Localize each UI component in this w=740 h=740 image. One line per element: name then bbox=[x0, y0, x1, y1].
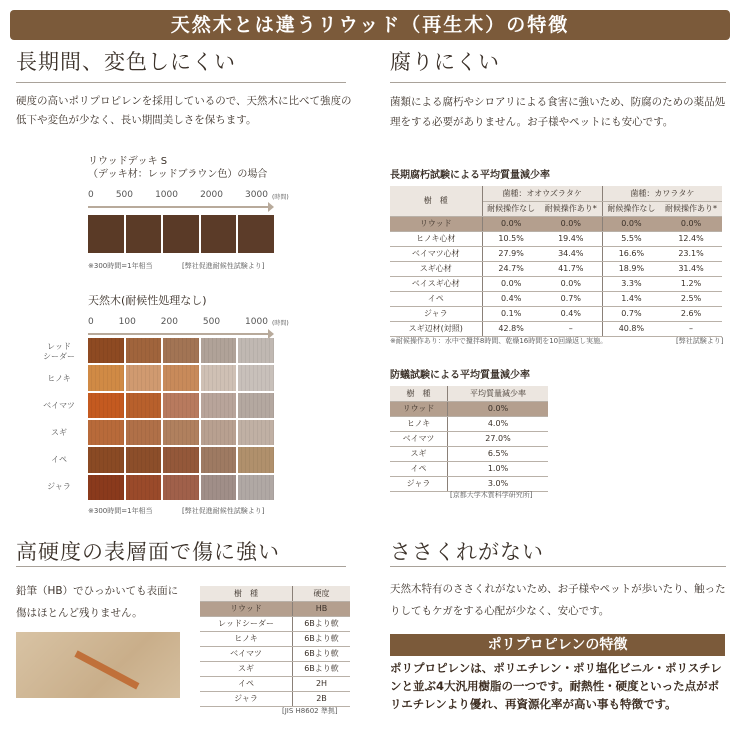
table-row bbox=[200, 661, 350, 676]
value-cell: HB bbox=[292, 601, 350, 616]
value-cell: 6Bより軟 bbox=[292, 646, 350, 661]
table-row bbox=[200, 646, 350, 661]
wood-swatch bbox=[88, 447, 124, 472]
value-cell: 41.7% bbox=[540, 261, 603, 276]
species-label: イペ bbox=[51, 454, 67, 464]
value-cell: 3.0% bbox=[448, 476, 548, 491]
time-arrow bbox=[88, 206, 270, 208]
value-cell: 2.6% bbox=[660, 306, 722, 321]
value-cell: 1.4% bbox=[602, 291, 660, 306]
tick-label: 0 bbox=[88, 317, 94, 327]
wood-swatch bbox=[238, 420, 274, 445]
sub-header: 耐候操作あり* bbox=[540, 201, 603, 216]
note-source: [弊社促進耐候性試験より] bbox=[182, 507, 265, 515]
value-cell: – bbox=[540, 321, 603, 336]
species-cell: ジャラ bbox=[200, 691, 292, 706]
value-cell: 0.0% bbox=[482, 216, 540, 231]
species-cell: スギ心材 bbox=[390, 261, 482, 276]
unit-label: (時間) bbox=[272, 194, 289, 201]
species-cell: ヒノキ bbox=[390, 416, 448, 431]
value-cell: 4.0% bbox=[448, 416, 548, 431]
deck-title bbox=[88, 155, 267, 181]
species-label: スギ bbox=[51, 427, 67, 437]
value-cell: 0.4% bbox=[482, 291, 540, 306]
value-cell: 5.5% bbox=[602, 231, 660, 246]
value-cell: 1.0% bbox=[448, 461, 548, 476]
value-cell: 0.7% bbox=[602, 306, 660, 321]
value-cell: 0.0% bbox=[660, 216, 722, 231]
wood-swatch bbox=[238, 393, 274, 418]
wood-swatch bbox=[88, 420, 124, 445]
wood-swatch bbox=[201, 475, 237, 500]
decay-source: [弊社試験より] bbox=[676, 337, 724, 345]
color-swatch bbox=[238, 215, 274, 253]
natural-title: 天然木(耐候性処理なし) bbox=[88, 294, 207, 307]
value-cell: 34.4% bbox=[540, 246, 603, 261]
termite-table bbox=[390, 386, 548, 492]
value-cell: 42.8% bbox=[482, 321, 540, 336]
col-species: 樹 種 bbox=[200, 586, 292, 601]
value-cell: 23.1% bbox=[660, 246, 722, 261]
value-cell: 0.4% bbox=[540, 306, 603, 321]
wood-swatch bbox=[238, 447, 274, 472]
color-swatch bbox=[126, 215, 162, 253]
hard-heading: 高硬度の表層面で傷に強い bbox=[16, 540, 280, 564]
rot-body: 菌類による腐朽やシロアリによる食害に強いため、防腐のための薬品処理をする必要がありません。お子様やペットにも安心です。 bbox=[390, 96, 726, 128]
value-cell: 1.2% bbox=[660, 276, 722, 291]
deck-time-axis bbox=[88, 190, 268, 200]
col-species: 樹 種 bbox=[390, 186, 482, 216]
species-cell: ベイスギ心材 bbox=[390, 276, 482, 291]
tick-label: 200 bbox=[160, 317, 178, 327]
species-cell: スギ bbox=[200, 661, 292, 676]
wood-swatch bbox=[201, 447, 237, 472]
sub-header: 耐候操作あり* bbox=[660, 201, 722, 216]
table-row bbox=[390, 261, 722, 276]
value-cell: 0.7% bbox=[540, 291, 603, 306]
value-cell: 2.5% bbox=[660, 291, 722, 306]
wood-swatch bbox=[88, 338, 124, 363]
wood-swatch bbox=[126, 338, 162, 363]
value-cell: 2B bbox=[292, 691, 350, 706]
deck-title-line1: リウッドデッキ S bbox=[88, 156, 168, 167]
natural-time-axis bbox=[88, 317, 268, 327]
table-row bbox=[390, 476, 548, 491]
value-cell: 31.4% bbox=[660, 261, 722, 276]
tick-label: 2000 bbox=[200, 190, 223, 200]
value-cell: 27.0% bbox=[448, 431, 548, 446]
splinter-body: 天然木特有のささくれがないため、お子様やペットが歩いたり、触ったりしてもケガをする心配が少なく、安心です。 bbox=[390, 583, 726, 617]
table-row bbox=[390, 306, 722, 321]
wood-swatch bbox=[163, 475, 199, 500]
species-cell: リウッド bbox=[390, 216, 482, 231]
table-row bbox=[390, 416, 548, 431]
wood-swatch bbox=[126, 475, 162, 500]
wood-swatch bbox=[201, 420, 237, 445]
species-cell: ベイマツ bbox=[390, 431, 448, 446]
tick-label: 1000 bbox=[245, 317, 268, 327]
value-cell: 2H bbox=[292, 676, 350, 691]
species-cell: リウッド bbox=[200, 601, 292, 616]
pencil-image bbox=[16, 632, 180, 698]
splinter-heading: ささくれがない bbox=[390, 540, 544, 564]
termite-source: [京都大学木質科学研究所] bbox=[450, 491, 533, 499]
pp-title: ポリプロピレンの特徴 bbox=[390, 634, 725, 656]
table-row bbox=[390, 431, 548, 446]
value-cell: 6Bより軟 bbox=[292, 661, 350, 676]
fade-body: 硬度の高いポリプロピレンを採用しているので、天然木に比べて強度の低下や変色が少なく、長い期間美しさを保ちます。 bbox=[16, 95, 352, 126]
note-hours: ※300時間=1年相当 bbox=[88, 507, 153, 515]
species-label: ジャラ bbox=[47, 481, 71, 491]
species-cell: イペ bbox=[390, 291, 482, 306]
wood-swatch bbox=[126, 393, 162, 418]
species-label: レッド シーダー bbox=[43, 341, 75, 361]
color-swatch bbox=[163, 215, 199, 253]
value-cell: 10.5% bbox=[482, 231, 540, 246]
col-loss: 平均質量減少率 bbox=[448, 386, 548, 401]
hardness-table bbox=[200, 586, 350, 707]
divider bbox=[390, 82, 726, 83]
col-hardness: 硬度 bbox=[292, 586, 350, 601]
tick-label: 1000 bbox=[155, 190, 178, 200]
value-cell: 6Bより軟 bbox=[292, 631, 350, 646]
table-row bbox=[390, 231, 722, 246]
wood-swatch bbox=[201, 365, 237, 390]
wood-swatch bbox=[88, 365, 124, 390]
value-cell: 6.5% bbox=[448, 446, 548, 461]
table-row bbox=[390, 401, 548, 416]
wood-swatch bbox=[163, 393, 199, 418]
wood-swatch bbox=[163, 338, 199, 363]
wood-swatch bbox=[88, 475, 124, 500]
species-cell: スギ辺材(対照) bbox=[390, 321, 482, 336]
termite-table-title: 防蟻試験による平均質量減少率 bbox=[390, 370, 530, 381]
species-labels bbox=[34, 338, 84, 500]
pencil-icon bbox=[74, 650, 139, 689]
table-row bbox=[390, 246, 722, 261]
fade-heading: 長期間、変色しにくい bbox=[16, 50, 236, 74]
value-cell: 27.9% bbox=[482, 246, 540, 261]
value-cell: 3.3% bbox=[602, 276, 660, 291]
wood-swatch bbox=[163, 365, 199, 390]
tick-label: 500 bbox=[202, 317, 221, 327]
species-cell: ベイマツ心材 bbox=[390, 246, 482, 261]
decay-table-title: 長期腐朽試験による平均質量減少率 bbox=[390, 170, 550, 181]
table-row bbox=[200, 631, 350, 646]
group-header: 菌種：オオウズラタケ bbox=[482, 186, 602, 201]
decay-footnote: ※耐候操作あり：水中で攪拌8時間、乾燥16時間を10回繰返し実施。 bbox=[390, 337, 608, 345]
table-row bbox=[390, 216, 722, 231]
tick-label: 500 bbox=[115, 190, 133, 200]
value-cell: 18.9% bbox=[602, 261, 660, 276]
color-swatch bbox=[201, 215, 237, 253]
wood-swatch bbox=[238, 475, 274, 500]
group-header: 菌種：カワラタケ bbox=[602, 186, 722, 201]
wood-swatch bbox=[238, 338, 274, 363]
table-row bbox=[200, 676, 350, 691]
unit-label: (時間) bbox=[272, 320, 289, 327]
species-cell: ジャラ bbox=[390, 476, 448, 491]
table-row bbox=[390, 276, 722, 291]
species-cell: ヒノキ心材 bbox=[390, 231, 482, 246]
species-cell: リウッド bbox=[390, 401, 448, 416]
decay-table bbox=[390, 186, 722, 337]
wood-swatch bbox=[126, 365, 162, 390]
banner: 天然木とは違うリウッド（再生木）の特徴 bbox=[10, 10, 730, 40]
table-row bbox=[200, 616, 350, 631]
species-cell: ジャラ bbox=[390, 306, 482, 321]
value-cell: 0.0% bbox=[602, 216, 660, 231]
col-species: 樹 種 bbox=[390, 386, 448, 401]
species-cell: イペ bbox=[200, 676, 292, 691]
divider bbox=[390, 566, 726, 567]
tick-label: 3000 bbox=[245, 190, 268, 200]
species-cell: イペ bbox=[390, 461, 448, 476]
value-cell: 40.8% bbox=[602, 321, 660, 336]
species-cell: ヒノキ bbox=[200, 631, 292, 646]
wood-swatch bbox=[126, 420, 162, 445]
value-cell: 19.4% bbox=[540, 231, 603, 246]
table-row bbox=[200, 691, 350, 706]
species-cell: ベイマツ bbox=[200, 646, 292, 661]
value-cell: 16.6% bbox=[602, 246, 660, 261]
wood-swatch bbox=[201, 393, 237, 418]
wood-swatch bbox=[126, 447, 162, 472]
note-hours: ※300時間=1年相当 bbox=[88, 262, 153, 270]
tick-label: 0 bbox=[88, 190, 94, 200]
note-source: [弊社促進耐候性試験より] bbox=[182, 262, 265, 270]
species-label: ベイマツ bbox=[43, 400, 75, 410]
hard-body: 鉛筆（HB）でひっかいても表面に傷はほとんど残りません。 bbox=[16, 585, 179, 619]
species-cell: レッドシーダー bbox=[200, 616, 292, 631]
hard-source: [JIS H8602 準拠] bbox=[282, 707, 338, 715]
value-cell: – bbox=[660, 321, 722, 336]
table-row bbox=[200, 601, 350, 616]
table-row bbox=[390, 446, 548, 461]
deck-swatches bbox=[88, 215, 274, 253]
rot-heading: 腐りにくい bbox=[390, 50, 500, 74]
value-cell: 12.4% bbox=[660, 231, 722, 246]
natural-swatches bbox=[88, 338, 274, 500]
wood-swatch bbox=[238, 365, 274, 390]
wood-swatch bbox=[201, 338, 237, 363]
pp-body: ポリプロピレンは、ポリエチレン・ポリ塩化ビニル・ポリスチレンと並ぶ4大汎用樹脂の一つです。耐熱性・硬度といった点がポリエチレンより優れ、再資源化率が高い事も特徴です。 bbox=[390, 661, 722, 711]
value-cell: 24.7% bbox=[482, 261, 540, 276]
time-arrow bbox=[88, 333, 270, 335]
value-cell: 6Bより軟 bbox=[292, 616, 350, 631]
species-label: ヒノキ bbox=[47, 373, 71, 383]
table-row bbox=[390, 291, 722, 306]
value-cell: 0.1% bbox=[482, 306, 540, 321]
value-cell: 0.0% bbox=[448, 401, 548, 416]
sub-header: 耐候操作なし bbox=[482, 201, 540, 216]
sub-header: 耐候操作なし bbox=[602, 201, 660, 216]
divider bbox=[16, 566, 346, 567]
color-swatch bbox=[88, 215, 124, 253]
wood-swatch bbox=[88, 393, 124, 418]
tick-label: 100 bbox=[118, 317, 136, 327]
species-cell: スギ bbox=[390, 446, 448, 461]
value-cell: 0.0% bbox=[540, 216, 603, 231]
wood-swatch bbox=[163, 447, 199, 472]
deck-title-line2: （デッキ材：レッドブラウン色）の場合 bbox=[88, 169, 268, 180]
divider bbox=[16, 82, 346, 83]
table-row bbox=[390, 321, 722, 336]
table-row bbox=[390, 461, 548, 476]
value-cell: 0.0% bbox=[482, 276, 540, 291]
wood-swatch bbox=[163, 420, 199, 445]
value-cell: 0.0% bbox=[540, 276, 603, 291]
